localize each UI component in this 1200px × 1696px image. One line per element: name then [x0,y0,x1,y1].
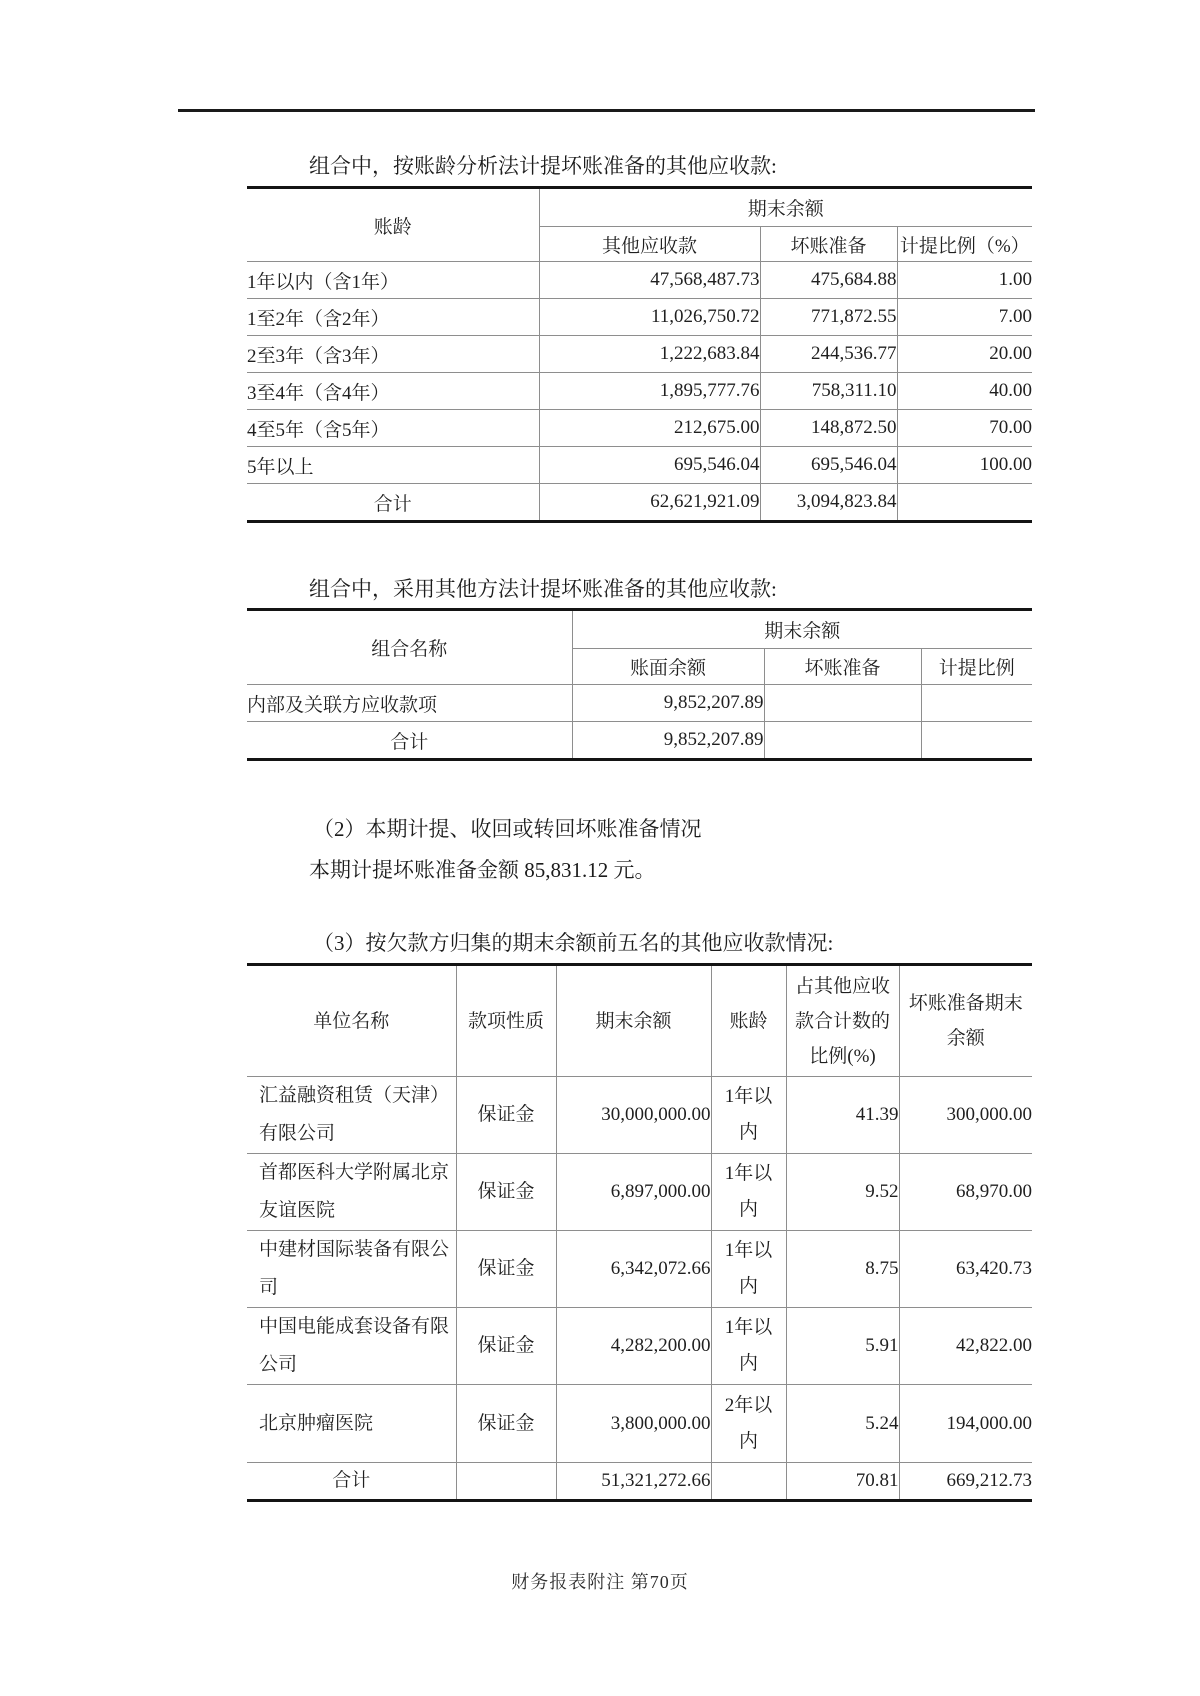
value-cell: 695,546.04 [539,447,760,484]
aging-cell: 1年以内 [711,1154,786,1231]
total-value-cell [897,484,1032,522]
row-label-cell: 3至4年（含4年） [247,373,539,410]
ratio-cell: 8.75 [786,1231,899,1308]
other-method-table [247,608,1032,761]
column-header-cell: 账龄 [711,965,786,1077]
column-header-cell: 占其他应收款合计数的比例(%) [786,965,899,1077]
column-header-cell: 账面余额 [572,649,764,685]
provision-cell: 63,420.73 [899,1231,1032,1308]
value-cell: 100.00 [897,447,1032,484]
value-cell: 40.00 [897,373,1032,410]
table-row [247,373,1032,410]
value-cell: 244,536.77 [760,336,897,373]
aging-col-header-cell: 账龄 [247,188,539,262]
total-value-cell [921,722,1032,760]
group-header-cell: 期末余额 [539,188,1032,227]
provision-note-body: 本期计提坏账准备金额 85,831.12 元。 [309,858,656,882]
total-value-cell: 3,094,823.84 [760,484,897,522]
provision-cell: 300,000.00 [899,1077,1032,1154]
aging-cell: 1年以内 [711,1231,786,1308]
table-total-row [247,1463,1032,1501]
value-cell: 6,342,072.66 [556,1231,711,1308]
table-total-row [247,722,1032,760]
provision-cell: 42,822.00 [899,1308,1032,1385]
company-name-cell: 中国电能成套设备有限公司 [247,1308,456,1385]
ratio-cell: 41.39 [786,1077,899,1154]
total-value-cell [764,722,921,760]
value-cell: 1,222,683.84 [539,336,760,373]
column-header-cell: 期末余额 [556,965,711,1077]
row-label-cell: 5年以上 [247,447,539,484]
value-cell: 11,026,750.72 [539,299,760,336]
table-row [247,685,1032,722]
row-label-cell: 1至2年（含2年） [247,299,539,336]
page-footer: 财务报表附注 第70页 [511,1572,689,1592]
value-cell: 70.00 [897,410,1032,447]
table-total-row [247,484,1032,522]
column-header-cell: 其他应收款 [539,227,760,262]
column-header-cell: 款项性质 [456,965,556,1077]
value-cell: 1,895,777.76 [539,373,760,410]
total-value-cell: 51,321,272.66 [556,1463,711,1501]
value-cell: 148,872.50 [760,410,897,447]
table-row [247,1308,1032,1385]
value-cell: 212,675.00 [539,410,760,447]
top5-debtors-table [247,963,1032,1502]
table-header-row [247,610,1032,649]
value-cell: 47,568,487.73 [539,262,760,299]
company-name-cell: 北京肿瘤医院 [247,1385,456,1463]
company-name-cell: 汇益融资租赁（天津）有限公司 [247,1077,456,1154]
other-method-table-title: 组合中，采用其他方法计提坏账准备的其他应收款: [309,577,777,601]
value-cell: 1.00 [897,262,1032,299]
header-rule [178,109,1035,112]
table-row [247,410,1032,447]
total-value-cell: 70.81 [786,1463,899,1501]
value-cell: 20.00 [897,336,1032,373]
aging-cell: 1年以内 [711,1077,786,1154]
company-name-cell: 首都医科大学附属北京友谊医院 [247,1154,456,1231]
total-label-cell: 合计 [247,722,572,760]
value-cell: 695,546.04 [760,447,897,484]
value-cell: 4,282,200.00 [556,1308,711,1385]
row-label-cell: 1年以内（含1年） [247,262,539,299]
row-label-cell: 4至5年（含5年） [247,410,539,447]
group-header-cell: 期末余额 [572,610,1032,649]
nature-cell: 保证金 [456,1154,556,1231]
table-header-row [247,965,1032,1077]
table-row [247,299,1032,336]
table-header-row [247,188,1032,227]
total-empty-cell [711,1463,786,1501]
table-row [247,1077,1032,1154]
provision-cell: 68,970.00 [899,1154,1032,1231]
total-label-cell: 合计 [247,484,539,522]
row-label-cell: 2至3年（含3年） [247,336,539,373]
company-name-cell: 中建材国际装备有限公司 [247,1231,456,1308]
column-header-cell: 计提比例 [921,649,1032,685]
column-header-cell: 单位名称 [247,965,456,1077]
value-cell: 7.00 [897,299,1032,336]
table-row [247,1154,1032,1231]
column-header-cell: 坏账准备期末余额 [899,965,1032,1077]
value-cell: 3,800,000.00 [556,1385,711,1463]
nature-cell: 保证金 [456,1077,556,1154]
provision-cell: 194,000.00 [899,1385,1032,1463]
column-header-cell: 计提比例（%） [897,227,1032,262]
value-cell: 475,684.88 [760,262,897,299]
ratio-cell: 9.52 [786,1154,899,1231]
total-value-cell: 62,621,921.09 [539,484,760,522]
row-label-cell: 内部及关联方应收款项 [247,685,572,722]
nature-cell: 保证金 [456,1385,556,1463]
value-cell: 30,000,000.00 [556,1077,711,1154]
value-cell: 758,311.10 [760,373,897,410]
value-cell [921,685,1032,722]
value-cell: 771,872.55 [760,299,897,336]
aging-table-title: 组合中，按账龄分析法计提坏账准备的其他应收款: [309,154,777,178]
aging-analysis-table [247,186,1032,523]
value-cell [764,685,921,722]
nature-cell: 保证金 [456,1231,556,1308]
table-row [247,1385,1032,1463]
table-row [247,447,1032,484]
total-value-cell: 669,212.73 [899,1463,1032,1501]
value-cell: 9,852,207.89 [572,685,764,722]
aging-cell: 2年以内 [711,1385,786,1463]
table-row [247,262,1032,299]
total-label-cell: 合计 [247,1463,456,1501]
nature-cell: 保证金 [456,1308,556,1385]
value-cell: 6,897,000.00 [556,1154,711,1231]
top5-table-title: （3）按欠款方归集的期末余额前五名的其他应收款情况: [313,931,834,955]
column-header-cell: 坏账准备 [764,649,921,685]
provision-note-heading: （2）本期计提、收回或转回坏账准备情况 [313,817,702,841]
ratio-cell: 5.91 [786,1308,899,1385]
table-row [247,336,1032,373]
column-header-cell: 坏账准备 [760,227,897,262]
total-value-cell: 9,852,207.89 [572,722,764,760]
total-empty-cell [456,1463,556,1501]
aging-cell: 1年以内 [711,1308,786,1385]
table-row [247,1231,1032,1308]
portfolio-col-header-cell: 组合名称 [247,610,572,685]
ratio-cell: 5.24 [786,1385,899,1463]
